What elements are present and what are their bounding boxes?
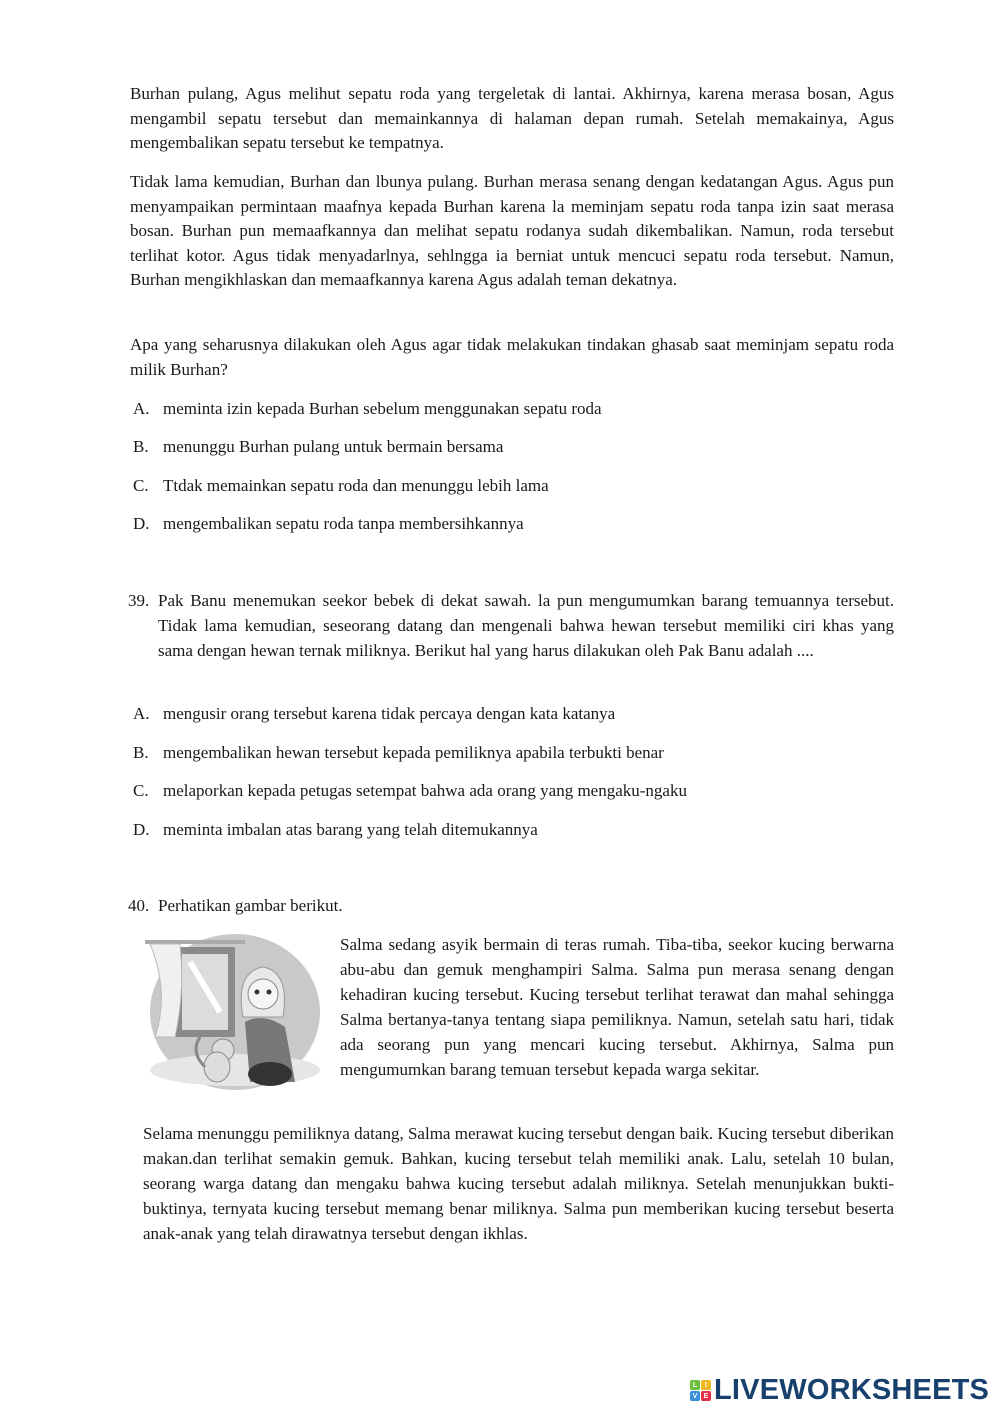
option-38-d[interactable]: D. mengembalikan sepatu roda tanpa membersihkannya — [133, 514, 524, 533]
passage-paragraph-1: Burhan pulang, Agus melihut sepatu roda yang tergeletak di lantai. Akhirnya, karena merasa bosan, Agus mengambil sepatu tersebut dan memainkannya di halaman depan rumah. Setelah memakainya, Agus mengembalikan sepatu tersebut ke tempatnya. — [130, 84, 894, 153]
option-39-d[interactable]: D. meminta imbalan atas barang yang telah ditemukannya — [133, 820, 538, 839]
question-39 — [128, 589, 894, 663]
question-38-text: Apa yang seharusnya dilakukan oleh Agus agar tidak melakukan tindakan ghasab saat meminjam sepatu roda milik Burhan? — [130, 335, 894, 379]
passage-paragraph-2: Tidak lama kemudian, Burhan dan lbunya pulang. Burhan merasa senang dengan kedatangan Agus. Agus pun menyampaikan permintaan maafnya kepada Burhan karena la meminjam sepatu roda tanpa izin saat merasa bosan. Burhan pun memaafkannya dan melihat sepatu rodanya sudah dikembalikan. Namun, roda tersebut terlihat kotor. Agus tidak menyadarlnya, sehlngga ia berniat untuk mencuci sepatu roda tersebut. Namun, Burhan mengikhlaskan dan memaafkannya karena Agus adalah teman dekatnya. — [130, 172, 894, 290]
option-39-c[interactable]: C. melaporkan kepada petugas setempat bahwa ada orang yang mengaku-ngaku — [133, 781, 687, 800]
option-39-b[interactable]: B. mengembalikan hewan tersebut kepada pemiliknya apabila terbukti benar — [133, 743, 664, 762]
logo-text: LIVEWORKSHEETS — [714, 1374, 990, 1406]
option-38-a[interactable]: A. meminta izin kepada Burhan sebelum menggunakan sepatu roda — [133, 399, 602, 418]
option-38-b[interactable]: B. menunggu Burhan pulang untuk bermain bersama — [133, 437, 504, 456]
illustration-girl-with-cat — [135, 932, 325, 1092]
logo-tile: V — [690, 1391, 700, 1401]
question-40-paragraph-2: Selama menunggu pemiliknya datang, Salma merawat kucing tersebut dengan baik. Kucing tersebut diberikan makan.dan terlihat semakin gemuk. Bahkan, kucing tersebut telah memiliki anak. Lalu, setelah 10 bulan, seorang warga datang dan mengaku bahwa kucing tersebut adalah miliknya. Setelah menunjukkan bukti-buktinya, ternyata kucing tersebut memang benar miliknya. Salma pun memberikan kucing tersebut beserta anak-anak yang telah dirawatnya tersebut dengan ikhlas. — [143, 1124, 894, 1243]
logo-tiles-icon — [690, 1380, 711, 1401]
question-40-side-text: Salma sedang asyik bermain di teras rumah. Tiba-tiba, seekor kucing berwarna abu-abu dan gemuk menghampiri Salma. Salma pun merasa senang dengan kehadiran kucing tersebut. Kucing tersebut terlihat terawat dan mahal sehingga Salma bertanya-tanya tentang siapa pemiliknya. Namun, setelah satu hari, tidak ada seorang pun yang mencari kucing tersebut. Akhirnya, Salma pun mengumumkan barang temuan tersebut kepada warga sekitar. — [340, 935, 894, 1079]
question-40 — [128, 894, 894, 919]
logo-tile: L — [690, 1380, 700, 1390]
logo-tile: E — [701, 1391, 711, 1401]
question-40-text: Perhatikan gambar berikut. — [158, 896, 343, 915]
question-number: 40. — [128, 896, 150, 915]
logo-tile: I — [701, 1380, 711, 1390]
question-39-text: Pak Banu menemukan seekor bebek di dekat sawah. la pun mengumumkan barang temuannya tersebut. Tidak lama kemudian, seseorang datang dan mengenali bahwa hewan tersebut memiliki ciri khas yang sama dengan hewan ternak miliknya. Berikut hal yang harus dilakukan oleh Pak Banu adalah .... — [158, 591, 894, 660]
option-39-a[interactable]: A. mengusir orang tersebut karena tidak percaya dengan kata katanya — [133, 704, 616, 723]
liveworksheets-logo — [690, 1374, 989, 1407]
girl-cat-image — [135, 932, 325, 1092]
question-number: 39. — [128, 591, 150, 610]
option-38-c[interactable]: C. Ttdak memainkan sepatu roda dan menunggu lebih lama — [133, 476, 549, 495]
